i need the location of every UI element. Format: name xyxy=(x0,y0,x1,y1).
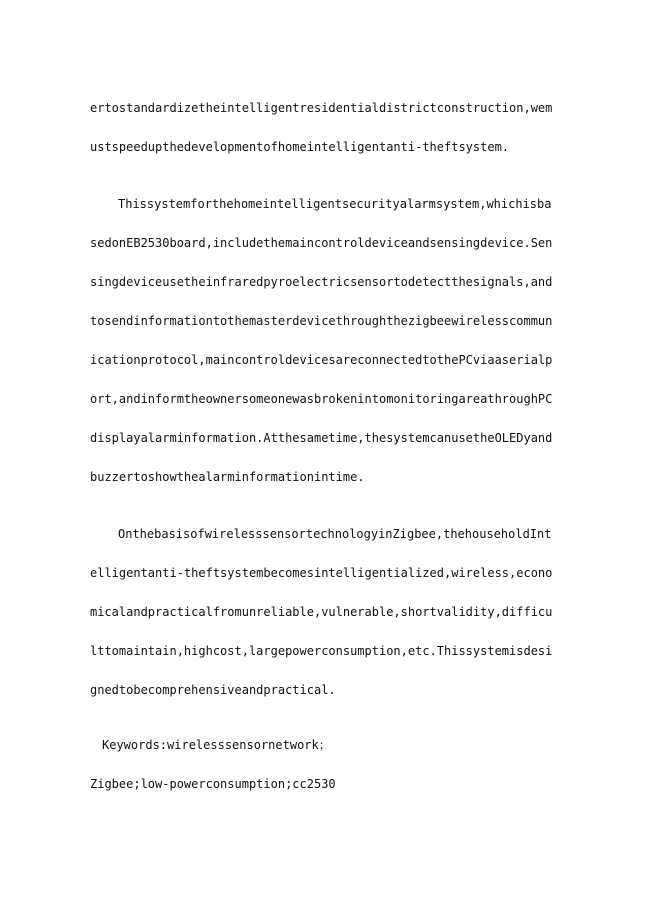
paragraph-3-line-1: OnthebasisofwirelesssensortechnologyinZigbee,thehouseholdInt xyxy=(118,527,552,541)
paragraph-3-line-3: micalandpracticalfromunreliable,vulnerable,shortvalidity,difficu xyxy=(90,605,553,619)
keywords-line-1: Keywords:wirelesssensornetwork； xyxy=(102,738,331,752)
paragraph-2-line-2: sedonEB2530board,includethemaincontroldeviceandsensingdevice.Sen xyxy=(90,236,553,250)
paragraph-2-line-8: buzzertoshowthealarminformationintime. xyxy=(90,470,365,484)
paragraph-1-line-2: ustspeedupthedevelopmentofhomeintelligentanti-theftsystem. xyxy=(90,140,510,154)
paragraph-3-line-5: gnedtobecomprehensiveandpractical. xyxy=(90,683,336,697)
keywords-line-2: Zigbee;low-powerconsumption;cc2530 xyxy=(90,777,336,791)
paragraph-1-line-1: ertostandardizetheintelligentresidentialdistrictconstruction,wem xyxy=(90,101,553,115)
paragraph-2-line-1: Thissystemforthehomeintelligentsecurityalarmsystem,whichisba xyxy=(118,197,552,211)
paragraph-2-line-4: tosendinformationtothemasterdevicethroughthezigbeewirelesscommun xyxy=(90,314,553,328)
paragraph-3-line-4: lttomaintain,highcost,largepowerconsumption,etc.Thissystemisdesi xyxy=(90,644,553,658)
paragraph-2-line-6: ort,andinformtheownersomeonewasbrokenintomonitoringareathroughPC xyxy=(90,392,553,406)
paragraph-2-line-7: displayalarminformation.Atthesametime,thesystemcanusetheOLEDyand xyxy=(90,431,553,445)
paragraph-2-line-3: singdeviceusetheinfraredpyroelectricsensortodetectthesignals,and xyxy=(90,275,553,289)
paragraph-3-line-2: elligentanti-theftsystembecomesintelligentialized,wireless,econo xyxy=(90,566,553,580)
paragraph-2-line-5: icationprotocol,maincontroldevicesareconnectedtothePCviaaserialp xyxy=(90,353,553,367)
